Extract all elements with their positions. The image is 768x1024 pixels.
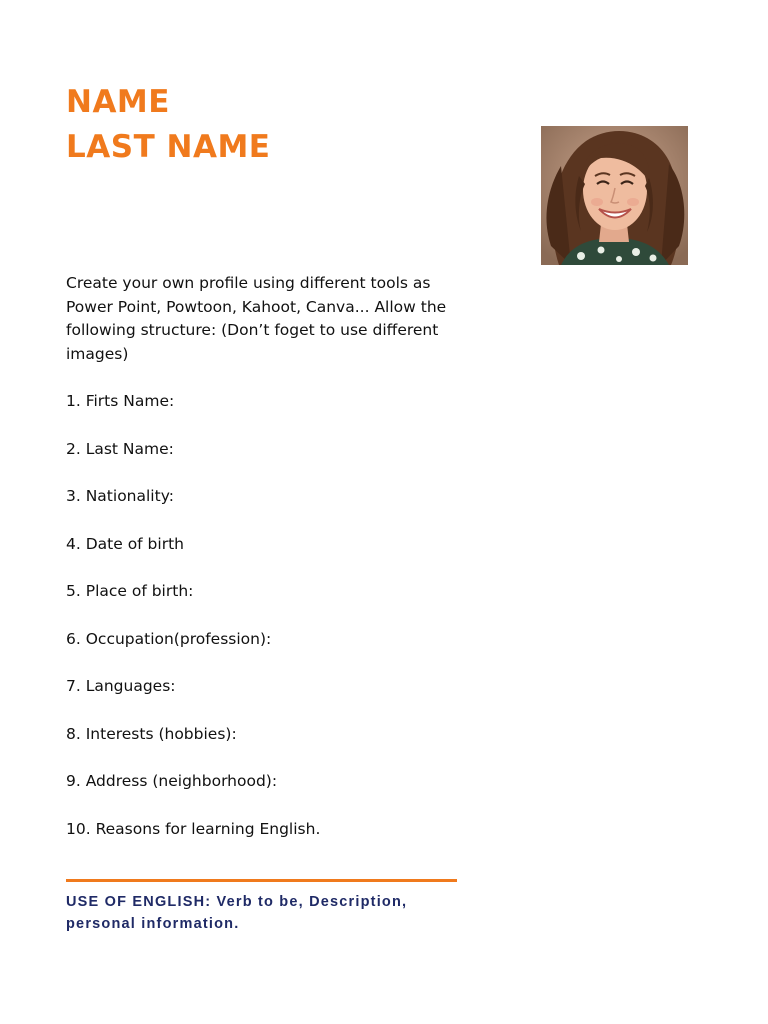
list-item: 2. Last Name: bbox=[66, 439, 174, 458]
title-last-name: LAST NAME bbox=[66, 129, 271, 165]
divider bbox=[66, 879, 457, 882]
title-name: NAME bbox=[66, 84, 170, 120]
list-item: 6. Occupation(profession): bbox=[66, 629, 272, 648]
profile-fields-list bbox=[66, 390, 320, 865]
list-item: 9. Address (neighborhood): bbox=[66, 772, 278, 790]
page-title bbox=[66, 80, 270, 170]
use-of-english-note: USE OF ENGLISH: Verb to be, Description, personal information. bbox=[66, 894, 408, 932]
list-item: 5. Place of birth: bbox=[66, 582, 194, 600]
list-item: 3. Nationality: bbox=[66, 487, 174, 505]
smiling-woman-portrait-icon bbox=[541, 126, 688, 265]
list-item: 4. Date of birth bbox=[66, 534, 184, 553]
instructions-text: Create your own profile using different tools as Power Point, Powtoon, Kahoot, Canva... Allow the following structure: (Don’t foget to use different images) bbox=[66, 274, 447, 363]
list-item: 7. Languages: bbox=[66, 677, 176, 695]
list-item: 8. Interests (hobbies): bbox=[66, 724, 237, 743]
profile-photo bbox=[541, 126, 688, 265]
list-item: 1. Firts Name: bbox=[66, 392, 175, 410]
list-item: 10. Reasons for learning English. bbox=[66, 819, 321, 838]
